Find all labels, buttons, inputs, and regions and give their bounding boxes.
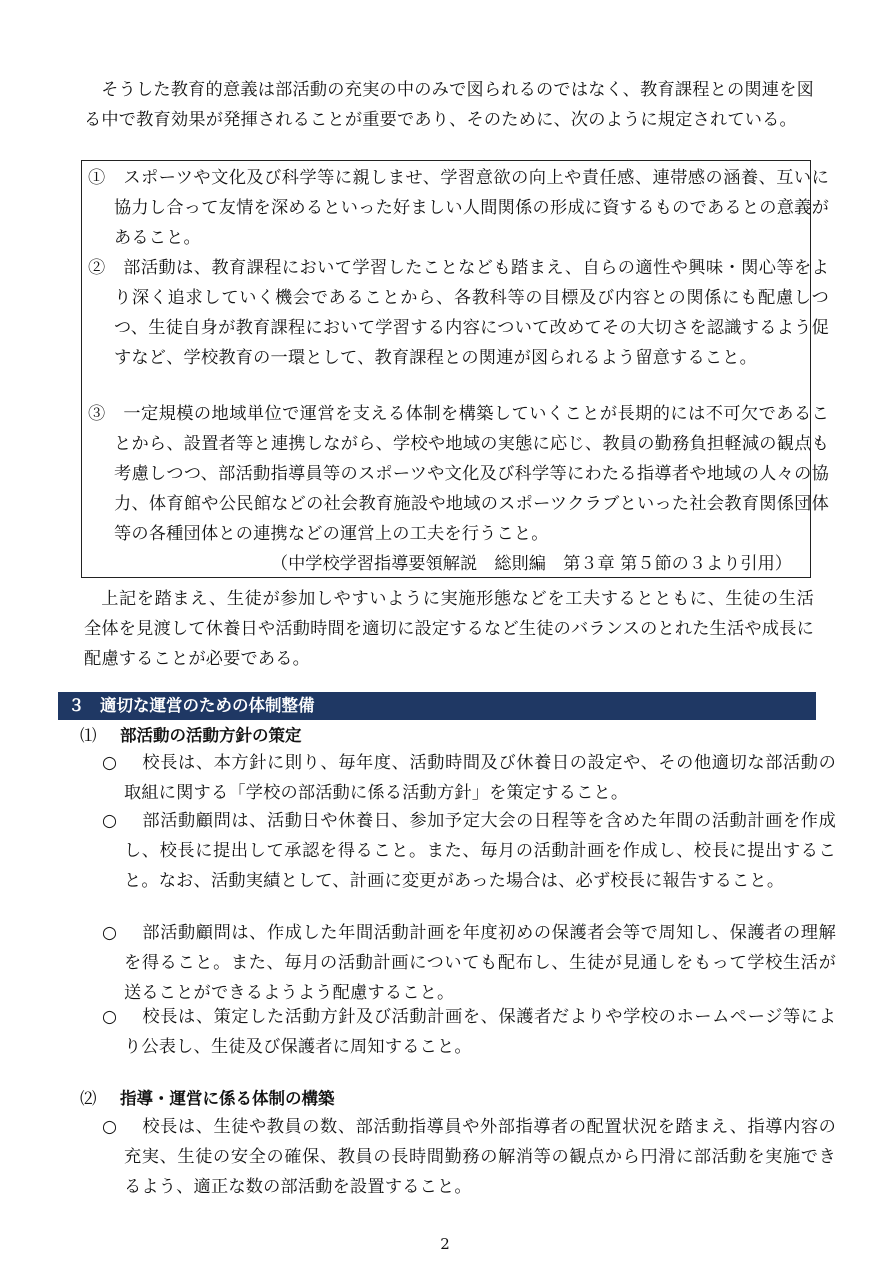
list-item-text: 部活動顧問は、活動日や休養日、参加予定大会の日程等を含めた年間の活動計画を作成し、校長に提出して承認を得ること。また、毎月の活動計画を作成し、校長に提出すること。なお、活動実績として、計画に変更があった場合は、必ず校長に報告すること。 — [124, 811, 836, 891]
list-item — [102, 1002, 836, 1062]
subsection-number: ⑵ — [80, 1089, 97, 1108]
list-item — [102, 918, 836, 1008]
quote-marker: ③ — [88, 404, 106, 424]
section-heading — [58, 692, 816, 720]
subsection-2-heading — [80, 1085, 335, 1113]
quote-item-3 — [88, 399, 829, 549]
quote-item-2 — [88, 253, 829, 373]
list-item-text: 部活動顧問は、作成した年間活動計画を年度初めの保護者会等で周知し、保護者の理解を得ること。また、毎月の活動計画についても配布し、生徒が見通しをもって学校生活が送ることができるようよう配慮すること。 — [124, 923, 836, 1003]
page-number: 2 — [440, 1235, 450, 1253]
quote-text: スポーツや文化及び科学等に親しませ、学習意欲の向上や責任感、連帯感の涵養、互いに協力し合って友情を深めるといった好ましい人間関係の形成に資するものであるとの意義があること。 — [114, 168, 829, 248]
subsection-title: 指導・運営に係る体制の構築 — [120, 1089, 335, 1108]
list-item-text: 校長は、策定した活動方針及び活動計画を、保護者だよりや学校のホームページ等により公表し、生徒及び保護者に周知すること。 — [124, 1007, 836, 1057]
quote-marker: ② — [88, 258, 106, 278]
subsection-1-heading — [80, 722, 302, 750]
list-item — [102, 1112, 836, 1202]
quote-text: 一定規模の地域単位で運営を支える体制を構築していくことが長期的には不可欠であることから、設置者等と連携しながら、学校や地域の実態に応じ、教員の勤務負担軽減の観点も考慮しつつ、部活動指導員等のスポーツや文化及び科学等にわたる指導者や地域の人々の協力、体育館や公民館などの社会教育施設や地域のスポーツクラブといった社会教育関係団体等の各種団体との連携などの運営上の工夫を行うこと。 — [114, 404, 829, 544]
section-title: 適切な運営のための体制整備 — [100, 696, 315, 715]
quote-text: 部活動は、教育課程において学習したことなども踏まえ、自らの適性や興味・関心等をより深く追求していく機会であることから、各教科等の目標及び内容との関係にも配慮しつつ、生徒自身が教育課程において学習する内容について改めてその大切さを認識するよう促すなど、学校教育の一環として、教育課程との関連が図られるよう留意すること。 — [114, 258, 829, 368]
quote-box — [81, 160, 829, 578]
circle-bullet-icon: ○ — [102, 1007, 118, 1027]
list-item — [102, 806, 836, 896]
circle-bullet-icon: ○ — [102, 1117, 118, 1137]
list-item-text: 校長は、生徒や教員の数、部活動指導員や外部指導者の配置状況を踏まえ、指導内容の充実、生徒の安全の確保、教員の長時間勤務の解消等の観点から円滑に部活動を実施できるよう、適正な数の部活動を設置すること。 — [124, 1117, 836, 1197]
circle-bullet-icon: ○ — [102, 753, 118, 773]
subsection-title: 部活動の活動方針の策定 — [120, 726, 302, 745]
summary-paragraph: 上記を踏まえ、生徒が参加しやすいように実施形態などを工夫するとともに、生徒の生活全体を見渡して休養日や活動時間を適切に設定するなど生徒のバランスのとれた生活や成長に配慮することが必要である。 — [84, 589, 814, 669]
intro-paragraph: そうした教育的意義は部活動の充実の中のみで図られるのではなく、教育課程との関連を図る中で教育効果が発揮されることが重要であり、そのために、次のように規定されている。 — [84, 80, 814, 130]
circle-bullet-icon: ○ — [102, 811, 118, 831]
citation: （中学校学習指導要領解説 総則編 第３章 第５節の３より引用） — [270, 554, 792, 574]
section-number: ３ — [68, 696, 85, 715]
list-item-text: 校長は、本方針に則り、毎年度、活動時間及び休養日の設定や、その他適切な部活動の取組に関する「学校の部活動に係る活動方針」を策定すること。 — [124, 753, 836, 803]
quote-marker: ① — [88, 168, 106, 188]
circle-bullet-icon: ○ — [102, 923, 118, 943]
quote-item-1 — [88, 163, 829, 253]
list-item — [102, 748, 836, 808]
subsection-number: ⑴ — [80, 726, 97, 745]
